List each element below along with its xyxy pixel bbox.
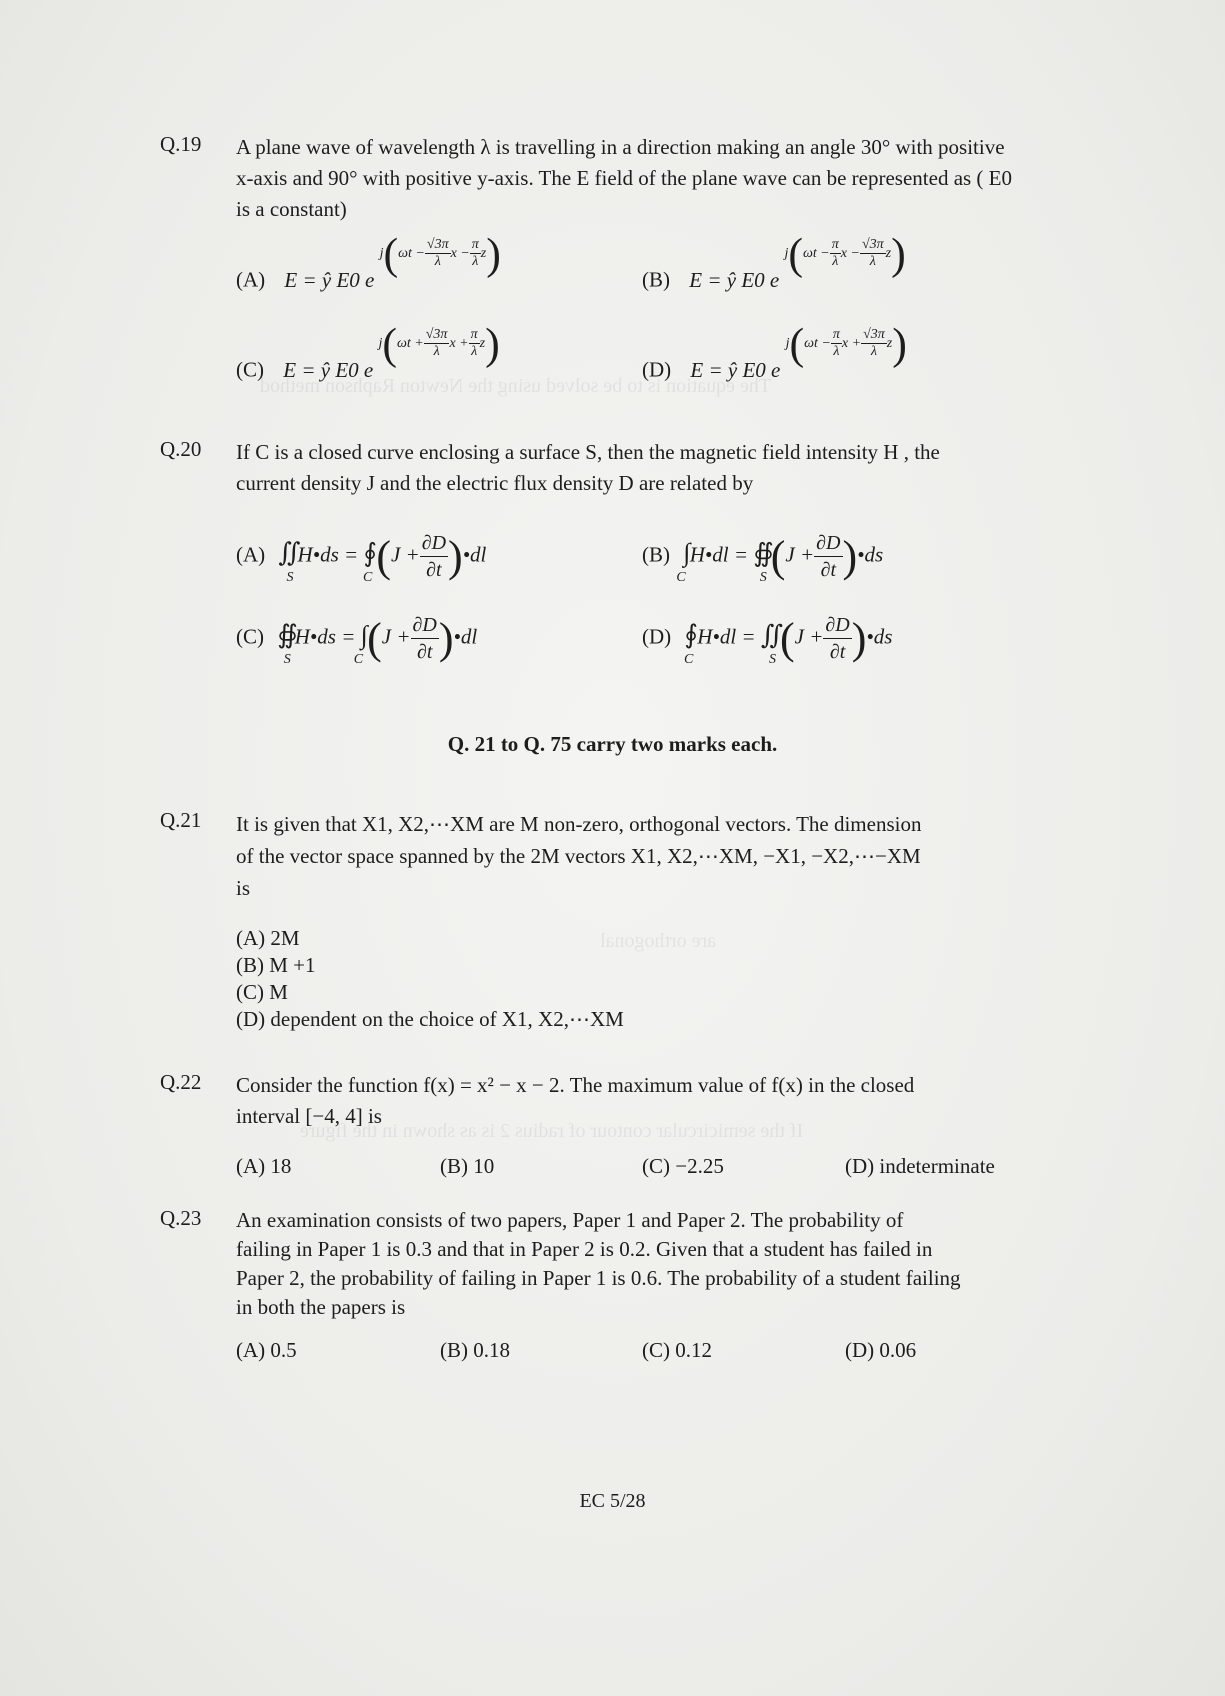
option-d: (D) indeterminate bbox=[845, 1154, 995, 1178]
fraction bbox=[860, 237, 886, 270]
question-line: It is given that X1, X2,⋯XM are M non-zero, orthogonal vectors. The dimension bbox=[236, 812, 922, 836]
exp-j: j bbox=[379, 245, 384, 261]
exponent: j(ωt + √3π λ x + π λ z) bbox=[378, 319, 500, 368]
integral-subscript: S bbox=[768, 652, 776, 668]
exp-term: ωt − bbox=[398, 245, 425, 261]
question-line: interval [−4, 4] is bbox=[236, 1104, 382, 1128]
question-number: Q.21 bbox=[160, 808, 202, 832]
frac-den: λ bbox=[434, 254, 441, 269]
frac-num: π bbox=[471, 237, 479, 252]
page-footer: EC 5/28 bbox=[579, 1490, 646, 1512]
frac-den: λ bbox=[471, 344, 478, 359]
integral-symbol: ∬ bbox=[760, 620, 783, 650]
tail-term: •dl bbox=[453, 624, 478, 649]
fraction bbox=[425, 237, 451, 270]
option-label: (D) bbox=[642, 624, 672, 649]
option-label: (B) bbox=[642, 267, 670, 292]
frac-den: ∂t bbox=[829, 641, 846, 663]
integral-symbol: ∯ bbox=[277, 620, 298, 650]
integral-subscript: C bbox=[676, 570, 686, 586]
exp-j: j bbox=[785, 335, 790, 351]
question-line: An examination consists of two papers, Paper 1 and Paper 2. The probability of bbox=[236, 1208, 904, 1232]
fraction bbox=[814, 530, 842, 583]
lhs-expression: H•dl = bbox=[689, 542, 748, 567]
integral-symbol: ∮ bbox=[684, 620, 698, 650]
option-c: (C) 0.12 bbox=[642, 1338, 712, 1362]
option-c: (C) −2.25 bbox=[642, 1154, 724, 1178]
frac-num: π bbox=[470, 327, 478, 342]
exponent: j(ωt − √3π λ x − π λ z) bbox=[379, 229, 501, 278]
frac-den: ∂t bbox=[820, 559, 837, 581]
frac-num: ∂D bbox=[411, 612, 439, 639]
option-label: (D) bbox=[642, 357, 672, 382]
integral-subscript: C bbox=[353, 652, 364, 668]
question-line: If C is a closed curve enclosing a surface S, then the magnetic field intensity H , the bbox=[236, 440, 940, 464]
integral-symbol: ∬ bbox=[278, 538, 301, 568]
integral-subscript: C bbox=[362, 570, 373, 586]
fraction bbox=[830, 237, 841, 270]
frac-num: ∂D bbox=[823, 612, 851, 639]
question-number: Q.22 bbox=[160, 1070, 202, 1094]
integral-subscript: S bbox=[283, 652, 291, 668]
option-label: (C) bbox=[236, 357, 264, 382]
question-line: of the vector space spanned by the 2M vectors X1, X2,⋯XM, −X1, −X2,⋯−XM bbox=[236, 844, 921, 868]
option-b: (B) M +1 bbox=[236, 953, 316, 977]
exp-term: z bbox=[480, 245, 487, 261]
option-b: (B) 10 bbox=[440, 1154, 495, 1178]
question-line: failing in Paper 1 is 0.3 and that in Paper 2 is 0.2. Given that a student has failed in bbox=[236, 1237, 933, 1261]
fraction bbox=[831, 327, 842, 360]
option-lhs: E = ŷ E0 e bbox=[283, 357, 374, 382]
option-list bbox=[236, 925, 1016, 1033]
question-text bbox=[236, 1070, 1016, 1132]
frac-num: √3π bbox=[863, 327, 885, 342]
option-b: (B) 0.18 bbox=[440, 1338, 510, 1362]
frac-den: ∂t bbox=[416, 641, 433, 663]
integral-symbol: ∯ bbox=[753, 538, 774, 568]
fraction bbox=[823, 612, 851, 665]
question-text bbox=[236, 437, 1016, 499]
fraction bbox=[861, 327, 887, 360]
frac-num: √3π bbox=[861, 237, 884, 252]
fraction bbox=[469, 327, 480, 360]
fraction bbox=[470, 237, 481, 270]
question-line: current density J and the electric flux density D are related by bbox=[236, 471, 754, 495]
option-label: (A) bbox=[236, 267, 266, 292]
lhs-expression: H•ds = bbox=[297, 542, 359, 567]
bleed-through: If the semicircular contour of radius 2 is as shown in the figure bbox=[300, 1120, 804, 1142]
integral-subscript: S bbox=[286, 570, 294, 586]
question-line: in both the papers is bbox=[236, 1295, 406, 1319]
question-text bbox=[236, 1206, 1046, 1322]
exp-term: x + bbox=[841, 335, 862, 351]
option-a: (A) 0.5 bbox=[236, 1338, 297, 1362]
frac-den: ∂t bbox=[426, 559, 442, 581]
integral-subscript: C bbox=[683, 652, 694, 668]
frac-den: λ bbox=[869, 254, 876, 269]
option-c: (C) M bbox=[236, 980, 288, 1004]
option-d: (D) $∮_CH•dl$ = $∬_S(J$ + $\frac{\partial D}{\partial t}$ )•ds bbox=[642, 614, 893, 668]
fraction bbox=[411, 612, 439, 665]
tail-term: •ds bbox=[866, 624, 893, 649]
exp-term: z bbox=[885, 245, 892, 261]
lhs-expression: H•dl = bbox=[697, 624, 756, 649]
question-number: Q.20 bbox=[160, 437, 202, 461]
option-b: (B) $\int_CH•dl$ = $∯_S(J$ + $\frac{\partial D}{\partial t}$ )•ds bbox=[642, 532, 884, 586]
section-heading: Q. 21 to Q. 75 carry two marks each. bbox=[447, 732, 778, 756]
question-line: is bbox=[236, 876, 251, 900]
bleed-through: The equation is to be solved using the Newton Raphson method bbox=[260, 375, 772, 397]
option-c: (C) $∯_SH•ds = \int_C(J$ + $\frac{\partial D}{\partial t}$ )•dl bbox=[236, 614, 478, 668]
question-text: A plane wave of wavelength λ is travelling in a direction making an angle 30° with positive x-axis and 90° with positive y-axis. The E field of the plane wave can be represented as ( E0 is a constant) bbox=[236, 135, 1013, 221]
exp-term: z bbox=[479, 335, 486, 351]
frac-num: √3π bbox=[426, 237, 449, 252]
option-d: (D) dependent on the choice of X1, X2,⋯XM bbox=[236, 1007, 624, 1031]
question-number: Q.19 bbox=[160, 132, 202, 156]
frac-den: λ bbox=[832, 254, 839, 269]
integral-symbol: ∫ bbox=[360, 620, 368, 650]
integral-symbol: ∮ bbox=[363, 538, 377, 568]
option-a: (A) 18 bbox=[236, 1154, 292, 1178]
option-lhs: E = ŷ E0 e bbox=[690, 357, 781, 382]
question-line: Consider the function f(x) = x² − x − 2. The maximum value of f(x) in the closed bbox=[236, 1073, 915, 1097]
inner-term: J + bbox=[381, 624, 411, 649]
inner-term: J + bbox=[794, 624, 824, 649]
option-lhs: E = ŷ E0 e bbox=[689, 267, 780, 292]
frac-den: λ bbox=[833, 344, 840, 359]
option-label: (B) bbox=[642, 542, 670, 567]
option-a: (A) $∬_SH•ds$ = $∮_C(J$ + $\frac{\partial D}{\partial t}$ )•dl bbox=[236, 532, 487, 586]
tail-term: •dl bbox=[462, 542, 487, 567]
bleed-through: are orthogonal bbox=[600, 930, 717, 952]
option-a: (A) 2M bbox=[236, 926, 300, 950]
option-label: (A) bbox=[236, 542, 266, 567]
lhs-expression: H•ds = bbox=[294, 624, 356, 649]
exp-term: x − bbox=[450, 245, 470, 261]
exp-term: z bbox=[886, 335, 893, 351]
question-number: Q.23 bbox=[160, 1206, 202, 1230]
question-text bbox=[236, 808, 1016, 904]
fraction bbox=[420, 530, 448, 583]
frac-num: √3π bbox=[425, 327, 448, 342]
integral-symbol: ∫ bbox=[683, 538, 691, 568]
fraction bbox=[424, 327, 450, 360]
exp-term: ωt − bbox=[804, 335, 831, 351]
frac-num: π bbox=[831, 237, 839, 252]
exponent: j(ωt − π λ x + √3π λ z) bbox=[785, 319, 907, 368]
exp-term: x + bbox=[449, 335, 469, 351]
option-d: (D) 0.06 bbox=[845, 1338, 917, 1362]
option-label: (C) bbox=[236, 624, 264, 649]
frac-den: λ bbox=[472, 254, 479, 269]
integral-subscript: S bbox=[759, 570, 767, 586]
exp-term: ωt + bbox=[397, 335, 424, 351]
exp-j: j bbox=[378, 335, 383, 351]
tail-term: •ds bbox=[857, 542, 884, 567]
frac-num: ∂D bbox=[420, 530, 448, 557]
exp-term: ωt − bbox=[803, 245, 830, 261]
exp-j: j bbox=[784, 245, 789, 261]
option-lhs: E = ŷ E0 e bbox=[284, 267, 375, 292]
frac-den: λ bbox=[870, 344, 877, 359]
question-line: Paper 2, the probability of failing in Paper 1 is 0.6. The probability of a student failing bbox=[236, 1266, 961, 1290]
frac-den: λ bbox=[433, 344, 440, 359]
inner-term: J + bbox=[390, 542, 420, 567]
exp-term: x − bbox=[840, 245, 860, 261]
frac-num: ∂D bbox=[814, 530, 842, 557]
exponent: j(ωt − π λ x − √3π λ z) bbox=[784, 229, 906, 278]
inner-term: J + bbox=[785, 542, 815, 567]
frac-num: π bbox=[832, 327, 840, 342]
